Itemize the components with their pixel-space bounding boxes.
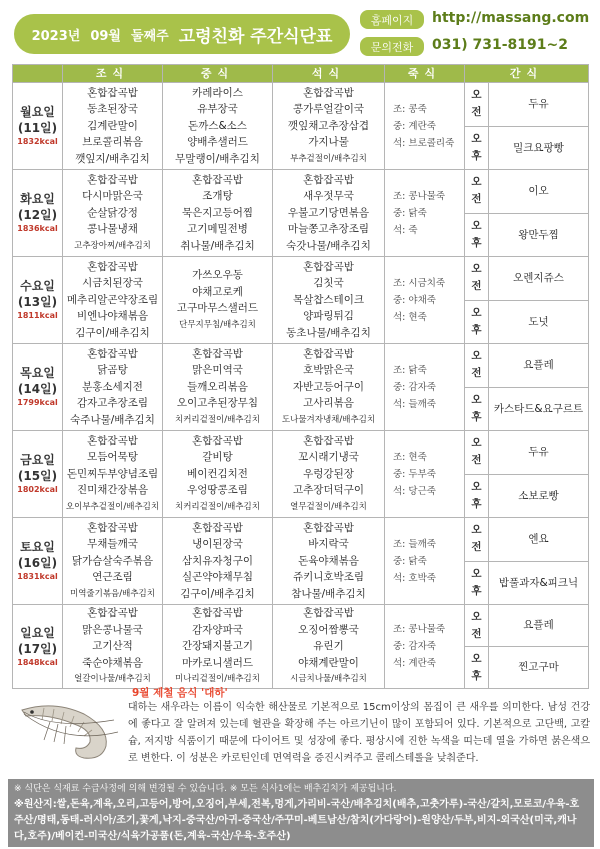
table-row — [13, 431, 589, 475]
snack-time-am: 오 전 — [465, 83, 489, 127]
snack-time-pm: 오 후 — [465, 474, 489, 518]
breakfast-item: 진미채간장볶음 — [76, 484, 148, 497]
lunch-item: 조개탕 — [202, 190, 233, 203]
lunch-item: 양배추샐러드 — [187, 136, 248, 149]
day-name: 월요일 — [20, 105, 55, 119]
dinner-item: 혼합잡곡밥 — [303, 260, 354, 273]
breakfast-item: 혼합잡곡밥 — [87, 347, 138, 360]
porridge-item: 석: 당근죽 — [393, 485, 436, 497]
breakfast-cell — [63, 170, 163, 257]
feature-title: 9월 제철 음식 '대하' — [132, 687, 228, 699]
porridge-item: 석: 죽 — [393, 224, 418, 236]
porridge-item: 중: 계란죽 — [393, 120, 436, 132]
dinner-cell — [273, 518, 385, 605]
day-date: (14일) — [17, 382, 58, 396]
breakfast-item: 혼합잡곡밥 — [87, 607, 138, 620]
dinner-item: 오징어짬뽕국 — [298, 623, 359, 636]
porridge-item: 조: 콩나물죽 — [393, 190, 446, 202]
lunch-cell — [163, 257, 273, 344]
breakfast-item: 콩나물냉채 — [87, 223, 138, 236]
table-row — [13, 257, 589, 301]
table-row — [13, 83, 589, 127]
dinner-item: 혼합잡곡밥 — [303, 434, 354, 447]
homepage-label: 홈페이지 — [360, 10, 424, 29]
breakfast-item: 혼합잡곡밥 — [87, 86, 138, 99]
dinner-item: 유린기 — [313, 640, 344, 653]
day-name: 토요일 — [20, 540, 55, 554]
snack-am: 두유 — [489, 83, 589, 127]
snack-pm: 찐고구마 — [489, 647, 589, 689]
lunch-item: 미나리겉절이/배추김치 — [175, 674, 260, 685]
lunch-item: 치커리겉절이/배추김치 — [175, 414, 260, 425]
dinner-item: 자반고등어구이 — [292, 380, 364, 393]
dinner-item: 호박맑은국 — [303, 364, 354, 377]
porridge-item: 석: 계란죽 — [393, 658, 436, 669]
day-name: 목요일 — [20, 366, 55, 380]
lunch-item: 마카로니샐러드 — [181, 656, 253, 669]
lunch-item: 갈비탕 — [202, 451, 233, 464]
dinner-item: 우불고기당면볶음 — [287, 206, 370, 219]
snack-am: 이오 — [489, 170, 589, 214]
snack-time-am: 오 전 — [465, 344, 489, 388]
porridge-item: 중: 감자죽 — [393, 381, 436, 393]
breakfast-item: 순살닭강정 — [87, 206, 138, 219]
lunch-item: 우엉땅콩조림 — [187, 484, 248, 497]
lunch-item: 김구이/배추김치 — [180, 587, 255, 600]
snack-time-am: 오 전 — [465, 257, 489, 301]
dinner-item: 열무겉절이/배추김치 — [290, 501, 367, 512]
dinner-item: 양파링튀김 — [303, 310, 354, 323]
breakfast-item: 혼합잡곡밥 — [87, 260, 138, 273]
snack-time-am: 오 전 — [465, 605, 489, 647]
dinner-cell — [273, 344, 385, 431]
lunch-item: 혼합잡곡밥 — [192, 347, 243, 360]
snack-am: 오렌지쥬스 — [489, 257, 589, 301]
notes-line-1: ※ 식단은 식재료 수급사정에 의해 변경될 수 있습니다. ※ 모든 식사1에는 배추김치가 제공됩니다. — [14, 784, 397, 794]
breakfast-cell — [63, 344, 163, 431]
breakfast-item: 분홍소세지전 — [82, 380, 143, 393]
breakfast-item: 무채들깨국 — [87, 538, 138, 551]
breakfast-item: 동초된장국 — [87, 103, 138, 116]
header-dinner: 석식 — [273, 65, 385, 83]
snack-am: 요플레 — [489, 605, 589, 647]
dinner-item: 마늘쫑고추장조림 — [287, 223, 370, 236]
lunch-item: 가쓰오우동 — [192, 269, 243, 281]
porridge-cell — [385, 344, 465, 431]
porridge-item: 조: 시금치죽 — [393, 277, 446, 289]
page-title: 고령친화 주간식단표 — [178, 26, 333, 47]
dinner-item: 깻잎채고추장삼겹 — [287, 119, 370, 132]
breakfast-item: 김계란말이 — [87, 119, 138, 132]
dinner-item: 도나물겨자냉채/배추김치 — [281, 414, 376, 425]
dinner-item: 동초나물/배추김치 — [286, 326, 371, 339]
weekly-menu-table — [12, 64, 589, 689]
breakfast-cell — [63, 605, 163, 689]
dinner-item: 콩가루얼갈이국 — [292, 103, 364, 116]
dinner-item: 쥬키니호박조림 — [292, 571, 364, 584]
header-porridge: 죽식 — [385, 65, 465, 83]
breakfast-item: 비엔나야채볶음 — [76, 310, 148, 323]
lunch-cell — [163, 83, 273, 170]
day-name: 일요일 — [20, 625, 55, 640]
snack-time-pm: 오 후 — [465, 300, 489, 344]
dinner-item: 고추장더덕구이 — [292, 484, 364, 497]
snack-pm: 카스타드&요구르트 — [489, 387, 589, 431]
breakfast-item: 죽순야채볶음 — [82, 656, 143, 669]
porridge-item: 조: 닭죽 — [393, 364, 427, 376]
dinner-cell — [273, 83, 385, 170]
day-kcal: 1802kcal — [17, 485, 58, 494]
dinner-item: 시금치나물/배추김치 — [290, 674, 367, 685]
breakfast-item: 돈민찌두부양념조림 — [66, 467, 159, 480]
breakfast-item: 혼합잡곡밥 — [87, 521, 138, 534]
day-date: (17일) — [17, 641, 58, 656]
phone-number: 031) 731-8191~2 — [432, 37, 568, 53]
day-cell — [13, 83, 63, 170]
lunch-item: 혼합잡곡밥 — [192, 521, 243, 534]
dinner-item: 가지나물 — [308, 136, 349, 149]
snack-pm: 왕만두찜 — [489, 213, 589, 257]
dinner-item: 부추겉절이/배추김치 — [290, 153, 367, 164]
notes-origin: ※원산지:쌀,돈육,계육,오리,고등어,방어,오징어,부세,전복,멍게,가리비-국산/배추김치(배추,고춧가루)-국산/갈치,모로코/우육-호주산/명태,동태-러시아/조기,꽃게,낙지-중국산/아귀-중국산/주꾸미-베트남산/참치(가다랑어)-원양산/두부,비지-외국산(미국,캐나다,호주)/베이컨-미국산/식육가공품(돈,계육-국산/우육-호주산) — [14, 799, 580, 842]
breakfast-item: 얼갈이나물/배추김치 — [74, 674, 151, 685]
dinner-item: 혼합잡곡밥 — [303, 607, 354, 620]
porridge-cell — [385, 431, 465, 518]
snack-time-pm: 오 후 — [465, 561, 489, 605]
lunch-item: 무말랭이/배추김치 — [175, 152, 260, 165]
porridge-item: 조: 콩죽 — [393, 103, 427, 115]
breakfast-cell — [63, 83, 163, 170]
lunch-item: 카레라이스 — [192, 86, 243, 99]
day-cell — [13, 344, 63, 431]
breakfast-item: 닭곰탕 — [97, 364, 128, 377]
dinner-cell — [273, 431, 385, 518]
dinner-item: 새우젓무국 — [303, 190, 354, 203]
day-date: (12일) — [17, 208, 58, 222]
lunch-item: 들깨오리볶음 — [187, 380, 248, 393]
lunch-cell — [163, 605, 273, 689]
snack-time-pm: 오 후 — [465, 213, 489, 257]
lunch-item: 단무지무침/배추김치 — [179, 319, 256, 330]
breakfast-item: 깻잎지/배추김치 — [75, 152, 150, 165]
snack-time-pm: 오 후 — [465, 647, 489, 689]
day-date: (15일) — [17, 469, 58, 483]
dinner-cell — [273, 170, 385, 257]
day-cell — [13, 431, 63, 518]
dinner-item: 참나물/배추김치 — [291, 587, 366, 600]
breakfast-item: 시금치된장국 — [82, 277, 143, 290]
table-row — [13, 605, 589, 647]
dinner-item: 혼합잡곡밥 — [303, 347, 354, 360]
lunch-item: 베이컨김치전 — [187, 467, 248, 480]
table-row — [13, 344, 589, 388]
day-kcal: 1836kcal — [17, 224, 58, 233]
header-breakfast: 조식 — [63, 65, 163, 83]
snack-time-am: 오 전 — [465, 431, 489, 475]
table-header-row — [13, 65, 589, 83]
day-date: (13일) — [17, 295, 58, 309]
day-kcal: 1848kcal — [17, 657, 58, 667]
lunch-item: 실곤약야채무침 — [181, 571, 253, 584]
lunch-item: 냉이된장국 — [192, 538, 243, 551]
breakfast-cell — [63, 431, 163, 518]
lunch-item: 묵은지고등어찜 — [181, 206, 253, 219]
porridge-cell — [385, 83, 465, 170]
porridge-item: 중: 감자죽 — [393, 641, 436, 652]
day-kcal: 1811kcal — [17, 311, 58, 320]
title-week: 둘째주 — [131, 28, 169, 44]
breakfast-item: 다시마맑은국 — [82, 190, 143, 203]
lunch-item: 간장돼지불고기 — [181, 640, 253, 653]
porridge-item: 조: 콩나물죽 — [393, 624, 446, 635]
day-cell — [13, 170, 63, 257]
dinner-item: 야채계란말이 — [298, 656, 359, 669]
porridge-item: 중: 야채죽 — [393, 294, 436, 306]
breakfast-item: 미역줄기볶음/배추김치 — [70, 588, 155, 599]
lunch-item: 야채고로케 — [192, 285, 243, 298]
porridge-cell — [385, 518, 465, 605]
lunch-cell — [163, 170, 273, 257]
day-name: 수요일 — [20, 279, 55, 293]
table-row — [13, 170, 589, 214]
dinner-item: 혼합잡곡밥 — [303, 86, 354, 99]
breakfast-item: 고추장아찌/배추김치 — [74, 240, 151, 251]
snack-time-pm: 오 후 — [465, 126, 489, 170]
feature-text: 대하는 새우라는 이름이 익숙한 해산물로 기본적으로 15cm이상의 몸집이 큰 새우를 의미한다. 남성 건강에 좋다고 잘 알려져 있는데 혈관을 확장해 주는 아르기닌이 많이 포함되어 있다. 기본적으로 고단백, 고칼슘, 저지방 식품이기 때문에 다이어트 및 성장에 좋다. 평상시에 진한 녹색을 띠는데 열을 가하면 붉은색으로 변한다. 이 성분은 카로틴인데 면역력을 증진시켜주고 콜레스테롤을 낮춰준다. — [128, 702, 590, 764]
title-year: 2023년 — [31, 28, 81, 44]
dinner-item: 꼬시래기냉국 — [298, 451, 359, 464]
snack-pm: 밀크요팡빵 — [489, 126, 589, 170]
day-cell — [13, 605, 63, 689]
breakfast-item: 메추리알곤약장조림 — [66, 293, 159, 306]
breakfast-item: 닭가슴살숙주볶음 — [71, 554, 154, 567]
porridge-item: 석: 호박죽 — [393, 572, 436, 584]
lunch-item: 혼합잡곡밥 — [192, 173, 243, 186]
header — [0, 0, 600, 62]
dinner-item: 목살찹스테이크 — [292, 293, 364, 306]
day-kcal: 1832kcal — [17, 137, 58, 146]
breakfast-item: 모듬어묵탕 — [87, 451, 138, 464]
day-cell — [13, 518, 63, 605]
day-name: 화요일 — [20, 192, 55, 206]
dinner-cell — [273, 257, 385, 344]
lunch-item: 고기메밀전병 — [187, 223, 248, 236]
breakfast-item: 브로콜리볶음 — [82, 136, 143, 149]
lunch-item: 맑은미역국 — [192, 364, 243, 377]
lunch-cell — [163, 518, 273, 605]
breakfast-item: 감자고추장조림 — [76, 397, 148, 410]
dinner-item: 우렁강된장 — [303, 467, 354, 480]
dinner-item: 혼합잡곡밥 — [303, 173, 354, 186]
day-date: (11일) — [17, 121, 58, 135]
porridge-item: 석: 현죽 — [393, 311, 427, 323]
snack-pm: 소보로빵 — [489, 474, 589, 518]
breakfast-item: 혼합잡곡밥 — [87, 434, 138, 447]
notes-footer — [8, 779, 594, 847]
menu-title-banner — [14, 14, 350, 54]
porridge-item: 석: 들깨죽 — [393, 398, 436, 410]
porridge-item: 조: 들깨죽 — [393, 538, 436, 550]
snack-am: 요플레 — [489, 344, 589, 388]
dinner-item: 혼합잡곡밥 — [303, 521, 354, 534]
breakfast-item: 맑은콩나물국 — [82, 623, 143, 636]
lunch-item: 혼합잡곡밥 — [192, 607, 243, 620]
breakfast-item: 연근조림 — [92, 571, 133, 584]
breakfast-cell — [63, 518, 163, 605]
lunch-cell — [163, 431, 273, 518]
table-row — [13, 518, 589, 562]
porridge-cell — [385, 170, 465, 257]
porridge-cell — [385, 257, 465, 344]
snack-am: 두유 — [489, 431, 589, 475]
dinner-cell — [273, 605, 385, 689]
porridge-item: 조: 현죽 — [393, 451, 427, 463]
dinner-item: 돈육야채볶음 — [298, 554, 359, 567]
breakfast-item: 숙주나물/배추김치 — [70, 413, 155, 426]
lunch-item: 고구마무스샐러드 — [176, 302, 259, 314]
day-name: 금요일 — [20, 453, 55, 467]
header-snack: 간식 — [465, 65, 589, 83]
phone-label: 문의전화 — [360, 37, 424, 56]
title-month: 09월 — [90, 28, 121, 44]
breakfast-item: 오이부추겉절이/배추김치 — [65, 501, 160, 512]
breakfast-item: 고기산적 — [92, 640, 133, 653]
snack-time-am: 오 전 — [465, 518, 489, 562]
snack-pm: 밥풀과자&피크닉 — [489, 561, 589, 605]
breakfast-item: 김구이/배추김치 — [75, 326, 150, 339]
lunch-item: 취나물/배추김치 — [180, 239, 255, 252]
porridge-cell — [385, 605, 465, 689]
snack-time-pm: 오 후 — [465, 387, 489, 431]
dinner-item: 숙갓나물/배추김치 — [286, 239, 371, 252]
header-day — [13, 65, 63, 83]
lunch-item: 혼합잡곡밥 — [192, 434, 243, 447]
porridge-item: 중: 닭죽 — [393, 207, 427, 219]
porridge-item: 중: 닭죽 — [393, 555, 427, 567]
lunch-item: 오이고추된장무침 — [176, 397, 259, 410]
lunch-item: 감자양파국 — [192, 623, 243, 636]
porridge-item: 중: 두부죽 — [393, 468, 436, 480]
breakfast-item: 혼합잡곡밥 — [87, 173, 138, 186]
day-date: (16일) — [17, 556, 58, 570]
dinner-item: 김칫국 — [313, 277, 344, 290]
lunch-item: 삼치유자청구이 — [181, 554, 253, 567]
homepage-link[interactable]: http://massang.com — [432, 10, 590, 26]
day-kcal: 1831kcal — [17, 572, 58, 581]
snack-pm: 도넛 — [489, 300, 589, 344]
dinner-item: 바지락국 — [308, 538, 349, 551]
snack-time-am: 오 전 — [465, 170, 489, 214]
porridge-item: 석: 브로콜리죽 — [393, 137, 455, 149]
lunch-item: 유부장국 — [197, 103, 238, 116]
dinner-item: 고사리볶음 — [303, 397, 354, 410]
shrimp-icon — [14, 690, 124, 770]
lunch-cell — [163, 344, 273, 431]
lunch-item: 돈까스&소스 — [188, 119, 247, 132]
breakfast-cell — [63, 257, 163, 344]
day-kcal: 1799kcal — [17, 398, 58, 407]
lunch-item: 치커리겉절이/배추김치 — [175, 501, 260, 512]
snack-am: 엔요 — [489, 518, 589, 562]
day-cell — [13, 257, 63, 344]
header-lunch: 중식 — [163, 65, 273, 83]
